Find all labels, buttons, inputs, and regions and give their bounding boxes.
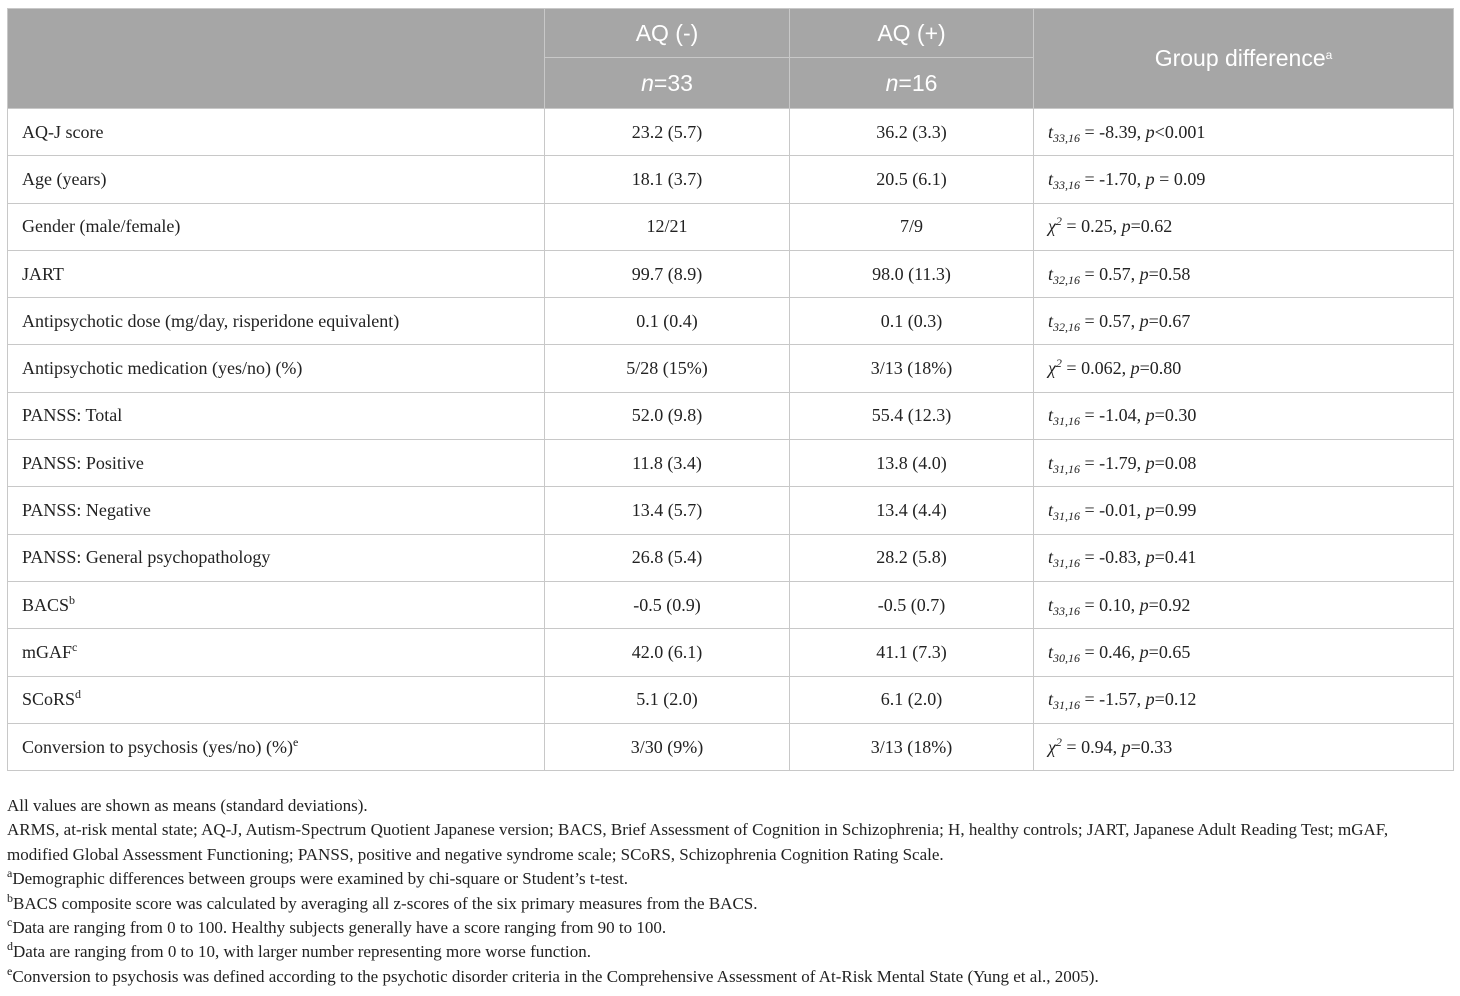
cell-aq-neg: 11.8 (3.4) xyxy=(545,440,790,487)
cell-group-difference xyxy=(1034,676,1454,723)
stat-value: = -0.83, xyxy=(1080,547,1146,568)
row-label-text: JART xyxy=(22,263,64,284)
p-label: p xyxy=(1145,500,1155,521)
table-row xyxy=(8,203,1454,250)
p-value: =0.99 xyxy=(1154,500,1197,521)
row-label xyxy=(8,629,545,676)
footnote xyxy=(7,818,1453,867)
row-label xyxy=(8,581,545,628)
p-value: <0.001 xyxy=(1154,121,1206,142)
p-value: =0.67 xyxy=(1148,310,1191,331)
cell-aq-pos: 3/13 (18%) xyxy=(790,723,1034,770)
stat-value: = 0.062, xyxy=(1061,358,1131,379)
cell-aq-pos: 6.1 (2.0) xyxy=(790,676,1034,723)
stat-df: 33,16 xyxy=(1053,177,1081,192)
stat-exponent: 2 xyxy=(1055,214,1062,229)
stat-value: = -8.39, xyxy=(1080,121,1146,142)
header-row-1 xyxy=(8,9,1454,58)
header-n-neg xyxy=(545,58,790,109)
p-value: =0.80 xyxy=(1139,358,1182,379)
footnote-marker: e xyxy=(7,963,13,978)
p-label: p xyxy=(1145,547,1155,568)
footnote-text: Demographic differences between groups were examined by chi-square or Student’s t-test. xyxy=(12,869,629,889)
row-label-text: Antipsychotic dose (mg/day, risperidone equivalent) xyxy=(22,310,400,331)
stat-symbol: t xyxy=(1048,121,1054,142)
stat-df: 31,16 xyxy=(1053,556,1081,571)
row-label xyxy=(8,109,545,156)
cell-group-difference xyxy=(1034,440,1454,487)
row-label xyxy=(8,534,545,581)
cell-group-difference xyxy=(1034,534,1454,581)
cell-aq-neg: 5.1 (2.0) xyxy=(545,676,790,723)
cell-aq-pos: 20.5 (6.1) xyxy=(790,156,1034,203)
table-row xyxy=(8,581,1454,628)
table-row xyxy=(8,109,1454,156)
stat-symbol: t xyxy=(1048,168,1054,189)
cell-aq-neg: 13.4 (5.7) xyxy=(545,487,790,534)
row-label xyxy=(8,392,545,439)
cell-group-difference xyxy=(1034,487,1454,534)
row-label xyxy=(8,487,545,534)
row-label-text: Conversion to psychosis (yes/no) (%) xyxy=(22,736,293,757)
cell-group-difference xyxy=(1034,629,1454,676)
row-label-text: SCoRS xyxy=(22,689,76,710)
cell-aq-pos: 41.1 (7.3) xyxy=(790,629,1034,676)
p-value: =0.92 xyxy=(1148,594,1191,615)
cell-aq-neg: 12/21 xyxy=(545,203,790,250)
footnote-text: All values are shown as means (standard deviations). xyxy=(7,796,368,815)
header-aq-neg: AQ (-) xyxy=(545,9,790,58)
table-container xyxy=(7,8,1453,771)
stat-df: 31,16 xyxy=(1053,414,1081,429)
stat-symbol: t xyxy=(1048,641,1054,662)
row-label xyxy=(8,156,545,203)
stat-value: = 0.94, xyxy=(1061,736,1122,757)
stat-symbol: t xyxy=(1048,547,1054,568)
stat-value: = -1.79, xyxy=(1080,452,1146,473)
p-label: p xyxy=(1139,641,1149,662)
stat-df: 33,16 xyxy=(1053,603,1081,618)
p-value: =0.62 xyxy=(1130,216,1173,237)
footnote-marker: d xyxy=(7,939,13,954)
cell-aq-pos: 28.2 (5.8) xyxy=(790,534,1034,581)
row-label-text: PANSS: Total xyxy=(22,405,123,426)
stat-exponent: 2 xyxy=(1055,356,1062,371)
cell-aq-pos: 13.8 (4.0) xyxy=(790,440,1034,487)
row-label-text: Antipsychotic medication (yes/no) (%) xyxy=(22,358,303,379)
footnote xyxy=(7,916,1453,940)
stat-value: = -1.70, xyxy=(1080,168,1146,189)
row-label-text: PANSS: General psychopathology xyxy=(22,547,271,568)
p-value: =0.33 xyxy=(1130,736,1173,757)
row-label-text: PANSS: Negative xyxy=(22,500,151,521)
table-row xyxy=(8,156,1454,203)
cell-aq-pos: 36.2 (3.3) xyxy=(790,109,1034,156)
cell-aq-neg: -0.5 (0.9) xyxy=(545,581,790,628)
row-label-text: AQ-J score xyxy=(22,121,104,142)
cell-aq-pos: 98.0 (11.3) xyxy=(790,250,1034,297)
group-diff-sup: a xyxy=(1325,48,1333,62)
row-label xyxy=(8,723,545,770)
row-label xyxy=(8,676,545,723)
table-row xyxy=(8,392,1454,439)
stat-value: = -0.01, xyxy=(1080,500,1146,521)
n-neg-value: =33 xyxy=(653,69,693,96)
cell-aq-neg: 0.1 (0.4) xyxy=(545,298,790,345)
stat-exponent: 2 xyxy=(1055,734,1062,749)
footnote-text: ARMS, at-risk mental state; AQ-J, Autism-Spectrum Quotient Japanese version; BACS, Brief Assessment of Cognition in Schizophrenia; H, healthy controls; JART, Japanese Adult Reading Test; mGAF, modified Global Assessment Functioning; PANSS, positive and negative syndrome scale; SCoRS, Schizophrenia Cognition Rating Scale. xyxy=(7,820,1389,864)
stat-df: 31,16 xyxy=(1053,698,1081,713)
table-row xyxy=(8,440,1454,487)
row-label-text: mGAF xyxy=(22,641,73,662)
stat-value: = -1.57, xyxy=(1080,689,1146,710)
stat-symbol: χ xyxy=(1048,216,1056,237)
cell-aq-pos: -0.5 (0.7) xyxy=(790,581,1034,628)
p-value: =0.65 xyxy=(1148,641,1191,662)
stat-value: = -1.04, xyxy=(1080,405,1146,426)
p-value: = 0.09 xyxy=(1154,168,1206,189)
cell-group-difference xyxy=(1034,298,1454,345)
stat-symbol: t xyxy=(1048,263,1054,284)
row-label xyxy=(8,250,545,297)
stat-symbol: t xyxy=(1048,500,1054,521)
stat-value: = 0.57, xyxy=(1080,310,1140,331)
cell-group-difference xyxy=(1034,392,1454,439)
p-label: p xyxy=(1145,168,1155,189)
stat-symbol: t xyxy=(1048,452,1054,473)
stat-df: 31,16 xyxy=(1053,509,1081,524)
stat-df: 31,16 xyxy=(1053,461,1081,476)
p-value: =0.30 xyxy=(1154,405,1197,426)
p-label: p xyxy=(1121,216,1131,237)
footnote xyxy=(7,794,1453,818)
footnote-text: Conversion to psychosis was defined according to the psychotic disorder criteria in the Comprehensive Assessment of At-Risk Mental State (Yung et al., 2005). xyxy=(12,966,1099,986)
results-table xyxy=(7,8,1454,771)
header-n-pos xyxy=(790,58,1034,109)
stat-df: 32,16 xyxy=(1053,319,1081,334)
stat-df: 33,16 xyxy=(1053,130,1081,145)
cell-group-difference xyxy=(1034,203,1454,250)
stat-symbol: χ xyxy=(1048,736,1056,757)
p-value: =0.08 xyxy=(1154,452,1197,473)
row-label xyxy=(8,298,545,345)
cell-aq-neg: 18.1 (3.7) xyxy=(545,156,790,203)
footnote-text: Data are ranging from 0 to 10, with larger number representing more worse function. xyxy=(13,942,591,962)
stat-value: = 0.46, xyxy=(1080,641,1140,662)
stat-value: = 0.10, xyxy=(1080,594,1140,615)
row-label-sup: c xyxy=(72,639,78,654)
stat-df: 30,16 xyxy=(1053,650,1081,665)
cell-aq-pos: 3/13 (18%) xyxy=(790,345,1034,392)
table-row xyxy=(8,723,1454,770)
header-aq-pos: AQ (+) xyxy=(790,9,1034,58)
cell-aq-neg: 5/28 (15%) xyxy=(545,345,790,392)
stat-symbol: t xyxy=(1048,405,1054,426)
cell-aq-neg: 3/30 (9%) xyxy=(545,723,790,770)
p-value: =0.58 xyxy=(1148,263,1191,284)
p-label: p xyxy=(1139,594,1149,615)
footnote-text: BACS composite score was calculated by averaging all z-scores of the six primary measures from the BACS. xyxy=(13,893,758,913)
table-row xyxy=(8,676,1454,723)
p-label: p xyxy=(1145,689,1155,710)
table-row xyxy=(8,487,1454,534)
stat-value: = 0.57, xyxy=(1080,263,1140,284)
stat-symbol: χ xyxy=(1048,358,1056,379)
p-label: p xyxy=(1139,310,1149,331)
n-pos-value: =16 xyxy=(898,69,938,96)
p-label: p xyxy=(1130,358,1140,379)
cell-group-difference xyxy=(1034,156,1454,203)
table-row xyxy=(8,298,1454,345)
stat-symbol: t xyxy=(1048,310,1054,331)
footnote xyxy=(7,965,1453,989)
stat-symbol: t xyxy=(1048,689,1054,710)
cell-aq-pos: 55.4 (12.3) xyxy=(790,392,1034,439)
p-label: p xyxy=(1139,263,1149,284)
cell-group-difference xyxy=(1034,581,1454,628)
cell-aq-neg: 23.2 (5.7) xyxy=(545,109,790,156)
p-value: =0.12 xyxy=(1154,689,1197,710)
footnote xyxy=(7,892,1453,916)
cell-group-difference xyxy=(1034,109,1454,156)
footnote xyxy=(7,940,1453,964)
cell-aq-neg: 26.8 (5.4) xyxy=(545,534,790,581)
n-pos-label: n xyxy=(885,69,899,96)
p-label: p xyxy=(1145,121,1155,142)
footnote-marker: c xyxy=(7,915,13,930)
row-label xyxy=(8,203,545,250)
table-footnotes xyxy=(7,794,1453,989)
table-row xyxy=(8,250,1454,297)
cell-aq-neg: 42.0 (6.1) xyxy=(545,629,790,676)
row-label xyxy=(8,440,545,487)
cell-aq-neg: 52.0 (9.8) xyxy=(545,392,790,439)
p-value: =0.41 xyxy=(1154,547,1197,568)
group-diff-label: Group difference xyxy=(1154,45,1326,71)
p-label: p xyxy=(1145,405,1155,426)
table-row xyxy=(8,345,1454,392)
stat-df: 32,16 xyxy=(1053,272,1081,287)
stat-symbol: t xyxy=(1048,594,1054,615)
cell-group-difference xyxy=(1034,345,1454,392)
header-empty-cell xyxy=(8,9,545,109)
row-label-text: PANSS: Positive xyxy=(22,452,144,473)
row-label-text: BACS xyxy=(22,594,70,615)
footnote-marker: b xyxy=(7,890,13,905)
cell-group-difference xyxy=(1034,723,1454,770)
n-neg-label: n xyxy=(641,69,654,96)
row-label-text: Gender (male/female) xyxy=(22,216,181,237)
stat-value: = 0.25, xyxy=(1061,216,1122,237)
row-label-sup: b xyxy=(69,592,76,607)
cell-group-difference xyxy=(1034,250,1454,297)
footnote-marker: a xyxy=(7,866,13,881)
footnote xyxy=(7,867,1453,891)
p-label: p xyxy=(1145,452,1155,473)
table-row xyxy=(8,629,1454,676)
row-label-text: Age (years) xyxy=(22,168,107,189)
footnote-text: Data are ranging from 0 to 100. Healthy subjects generally have a score ranging from 90 to 100. xyxy=(12,918,667,938)
row-label-sup: d xyxy=(75,687,82,702)
cell-aq-pos: 7/9 xyxy=(790,203,1034,250)
cell-aq-pos: 0.1 (0.3) xyxy=(790,298,1034,345)
table-row xyxy=(8,534,1454,581)
header-group-difference xyxy=(1034,9,1454,109)
row-label-sup: e xyxy=(292,734,299,749)
p-label: p xyxy=(1121,736,1131,757)
cell-aq-pos: 13.4 (4.4) xyxy=(790,487,1034,534)
cell-aq-neg: 99.7 (8.9) xyxy=(545,250,790,297)
table-body xyxy=(8,109,1454,771)
row-label xyxy=(8,345,545,392)
